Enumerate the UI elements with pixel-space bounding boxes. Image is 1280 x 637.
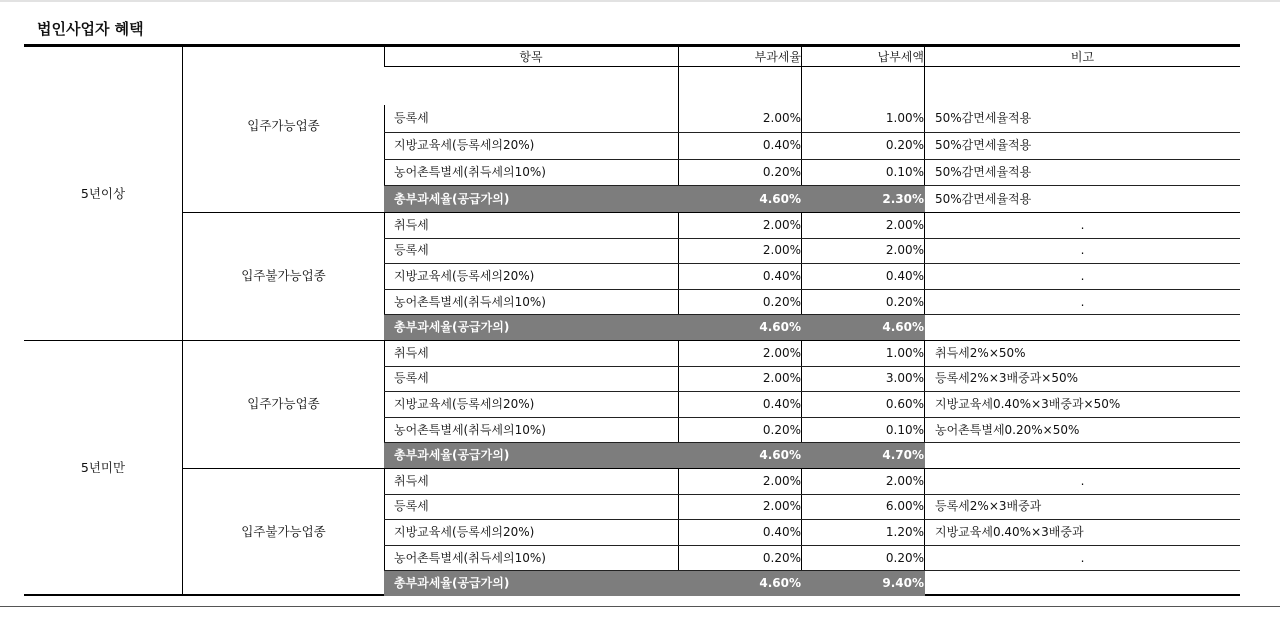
table-row-rate: 0.40% — [762, 397, 801, 411]
table-row-note: 등록세2%×3배중과×50% — [935, 371, 1079, 386]
total-row-item: 총부과세율(공급가의) — [394, 320, 510, 335]
table-row-payable: 6.00% — [885, 499, 924, 514]
table-row-item: 등록세 — [394, 499, 429, 514]
total-row-payable: 4.70% — [882, 448, 924, 463]
bottom-border — [0, 606, 1280, 607]
table-row-payable: 1.00% — [885, 345, 924, 360]
table-row-item: 지방교육세(등록세의20%) — [394, 138, 535, 153]
table-row-payable: 1.00% — [885, 111, 924, 126]
table-row-note: . — [1080, 550, 1085, 565]
table-row-rate: 2.00% — [762, 473, 801, 488]
total-row-payable: 9.40% — [882, 576, 924, 591]
table-row-item: 등록세 — [394, 111, 429, 126]
total-row-payable: 2.30% — [882, 191, 924, 206]
header-tax-rate: 부과세율 — [754, 50, 801, 64]
table-row-rate: 2.00% — [762, 345, 801, 360]
table-row-item: 지방교육세(등록세의20%) — [394, 397, 535, 411]
header-item: 항목 — [519, 50, 543, 64]
header-payable: 납부세액 — [877, 50, 924, 64]
table-row-note: 농어촌특별세0.20%×50% — [935, 422, 1080, 437]
group-label: 5년이상 — [80, 185, 126, 201]
table-row-note — [925, 571, 1240, 595]
total-row-payable: 4.60% — [882, 320, 924, 335]
table-row-payable: 0.40% — [885, 269, 924, 283]
header-note: 비고 — [1070, 50, 1095, 64]
total-row-rate: 4.60% — [759, 576, 801, 591]
table-row-payable: 3.00% — [885, 371, 924, 386]
section-title: 법인사업자 혜택 — [37, 20, 144, 38]
table-row-rate: 2.00% — [762, 111, 801, 126]
table-row-item: 지방교육세(등록세의20%) — [394, 269, 535, 283]
table-row-item: 등록세 — [394, 243, 429, 258]
table-row-item: 취득세 — [394, 473, 429, 488]
table-row-item: 농어촌특별세(취득세의10%) — [394, 164, 546, 179]
table-row-item: 농어촌특별세(취득세의10%) — [394, 550, 546, 565]
table-row-rate: 0.40% — [762, 525, 801, 539]
table-row-payable: 0.10% — [885, 422, 924, 437]
subgroup-label: 입주불가능업종 — [241, 268, 326, 283]
table-row-note: . — [1080, 294, 1085, 309]
header-underline — [384, 66, 1240, 67]
table-row-note: 50%감면세율적용 — [935, 138, 1032, 153]
total-row-rate: 4.60% — [759, 191, 801, 206]
table-row-payable: 0.20% — [885, 550, 924, 565]
table-row-rate: 0.40% — [762, 269, 801, 283]
table-row-note: 50%감면세율적용 — [935, 164, 1032, 179]
table-row-payable: 0.60% — [885, 397, 924, 411]
table-row-note: 취득세2%×50% — [935, 345, 1026, 360]
table-row-rate: 2.00% — [762, 499, 801, 514]
table-row-note: . — [1080, 243, 1085, 258]
table-row-rate: 0.20% — [762, 550, 801, 565]
table-row-note: 지방교육세0.40%×3배중과 — [935, 525, 1084, 539]
table-row-note — [925, 315, 1240, 339]
table-row-note: 지방교육세0.40%×3배중과×50% — [935, 397, 1121, 411]
table-row-payable: 0.20% — [885, 294, 924, 309]
table-row-note: . — [1080, 217, 1085, 232]
table-row-item: 지방교육세(등록세의20%) — [394, 525, 535, 539]
table-row-item: 취득세 — [394, 345, 429, 360]
table-row-note: . — [1080, 269, 1085, 283]
table-row-rate: 2.00% — [762, 217, 801, 232]
subgroup-label: 입주가능업종 — [247, 118, 320, 133]
group-label: 5년미만 — [80, 460, 126, 475]
table-row-item: 등록세 — [394, 371, 429, 386]
table-row-payable: 2.00% — [885, 217, 924, 232]
table-row-payable: 2.00% — [885, 473, 924, 488]
total-row-item: 총부과세율(공급가의) — [394, 448, 510, 463]
table-row-rate: 2.00% — [762, 371, 801, 386]
table-row-rate: 0.20% — [762, 422, 801, 437]
total-row-item: 총부과세율(공급가의) — [394, 576, 510, 591]
table-row-rate: 0.20% — [762, 294, 801, 309]
table-row-note — [925, 443, 1240, 467]
table-row-item: 농어촌특별세(취득세의10%) — [394, 294, 546, 309]
table-row-note: 50%감면세율적용 — [935, 111, 1032, 126]
table-row-note: 등록세2%×3배중과 — [935, 499, 1042, 514]
subgroup-label: 입주불가능업종 — [241, 524, 326, 539]
table-row-payable: 0.10% — [885, 164, 924, 179]
table-row-rate: 0.40% — [762, 138, 801, 153]
table-row-payable: 0.20% — [885, 138, 924, 153]
total-row-rate: 4.60% — [759, 320, 801, 335]
subgroup-label: 입주가능업종 — [247, 396, 320, 411]
table-row-rate: 2.00% — [762, 243, 801, 258]
table-row-item: 취득세 — [394, 217, 429, 232]
table-row-payable: 1.20% — [885, 525, 924, 539]
table-row-note: . — [1080, 473, 1085, 488]
table-row-payable: 2.00% — [885, 243, 924, 258]
table-row-note: 50%감면세율적용 — [935, 191, 1032, 206]
total-row-rate: 4.60% — [759, 448, 801, 463]
table-row-rate: 0.20% — [762, 164, 801, 179]
divider-item-col-header — [384, 47, 385, 67]
table-row-item: 농어촌특별세(취득세의10%) — [394, 422, 546, 437]
total-row-item: 총부과세율(공급가의) — [394, 191, 510, 206]
